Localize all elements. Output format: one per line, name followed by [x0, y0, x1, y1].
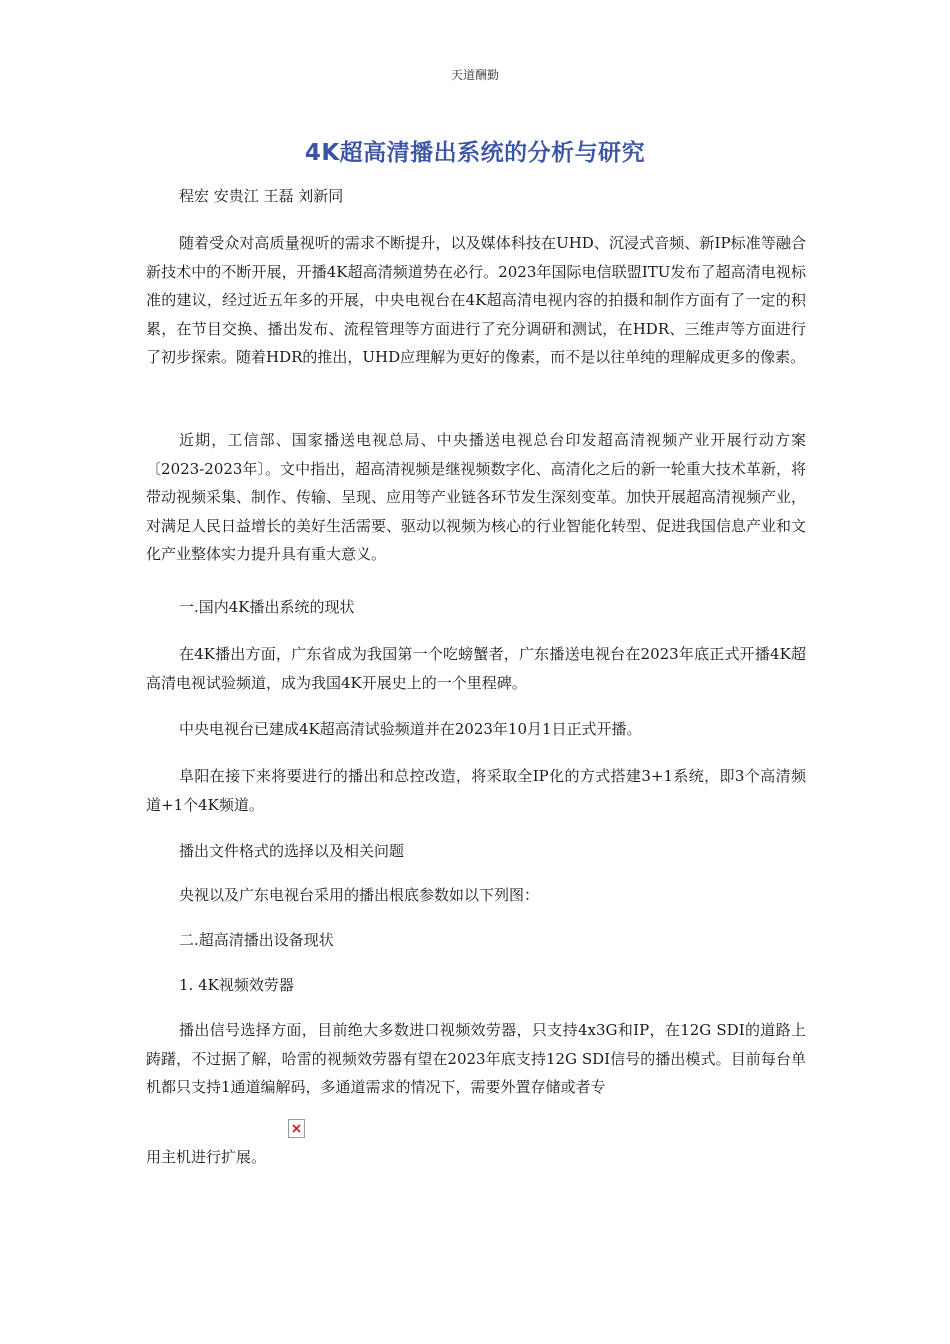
broken-image-x-mark	[292, 1124, 301, 1133]
article-authors: 程宏 安贵江 王磊 刘新同	[179, 187, 344, 205]
article-title: 4K超高清播出系统的分析与研究	[304, 140, 646, 166]
paragraph-tail: 用主机进行扩展。	[146, 1148, 267, 1166]
paragraph-fuyang: 阜阳在接下来将要进行的播出和总控改造，将采取全IP化的方式搭建3+1系统，即3个高清频道+1个4K频道。	[146, 767, 806, 814]
paragraph-video-server: 播出信号选择方面，目前绝大多数进口视频效劳器，只支持4x3G和IP，在12G SDI的道路上踌躇，不过据了解，哈雷的视频效劳器有望在2023年底支持12G SDI信号的播出模式。目前每台单机都只支持1通道编解码，多通道需求的情况下，需要外置存储或者专	[146, 1021, 806, 1096]
subheading-file-format: 播出文件格式的选择以及相关问题	[179, 842, 405, 860]
subsection-heading-video-server: 1. 4K视频效劳器	[179, 976, 294, 994]
section-heading-domestic: 一.国内4K播出系统的现状	[179, 598, 355, 616]
section-heading-equipment: 二.超高清播出设备现状	[179, 931, 334, 949]
page-header: 天道酬勤	[450, 68, 499, 82]
paragraph-intro: 随着受众对高质量视听的需求不断提升，以及媒体科技在UHD、沉浸式音频、新IP标准等融合新技术中的不断开展，开播4K超高清频道势在必行。2023年国际电信联盟ITU发布了超高清电视标准的建议，经过近五年多的开展，中央电视台在4K超高清电视内容的拍摄和制作方面有了一定的积累，在节目交换、播出发布、流程管理等方面进行了充分调研和测试，在HDR、三维声等方面进行了初步探索。随着HDR的推出，UHD应理解为更好的像素，而不是以往单纯的理解成更多的像素。	[146, 234, 806, 366]
paragraph-cctv: 中央电视台已建成4K超高清试验频道并在2023年10月1日正式开播。	[179, 720, 642, 738]
paragraph-parameters: 央视以及广东电视台采用的播出根底参数如以下列图：	[179, 886, 540, 904]
broken-image-icon	[288, 1119, 305, 1138]
paragraph-policy: 近期，工信部、国家播送电视总局、中央播送电视总台印发超高清视频产业开展行动方案〔2023-2023年〕。文中指出，超高清视频是继视频数字化、高清化之后的新一轮重大技术革新，将带动视频采集、制作、传输、呈现、应用等产业链各环节发生深刻变革。加快开展超高清视频产业，对满足人民日益增长的美好生活需要、驱动以视频为核心的行业智能化转型、促进我国信息产业和文化产业整体实力提升具有重大意义。	[146, 431, 807, 563]
paragraph-guangdong: 在4K播出方面，广东省成为我国第一个吃螃蟹者，广东播送电视台在2023年底正式开播4K超高清电视试验频道，成为我国4K开展史上的一个里程碑。	[146, 645, 806, 692]
